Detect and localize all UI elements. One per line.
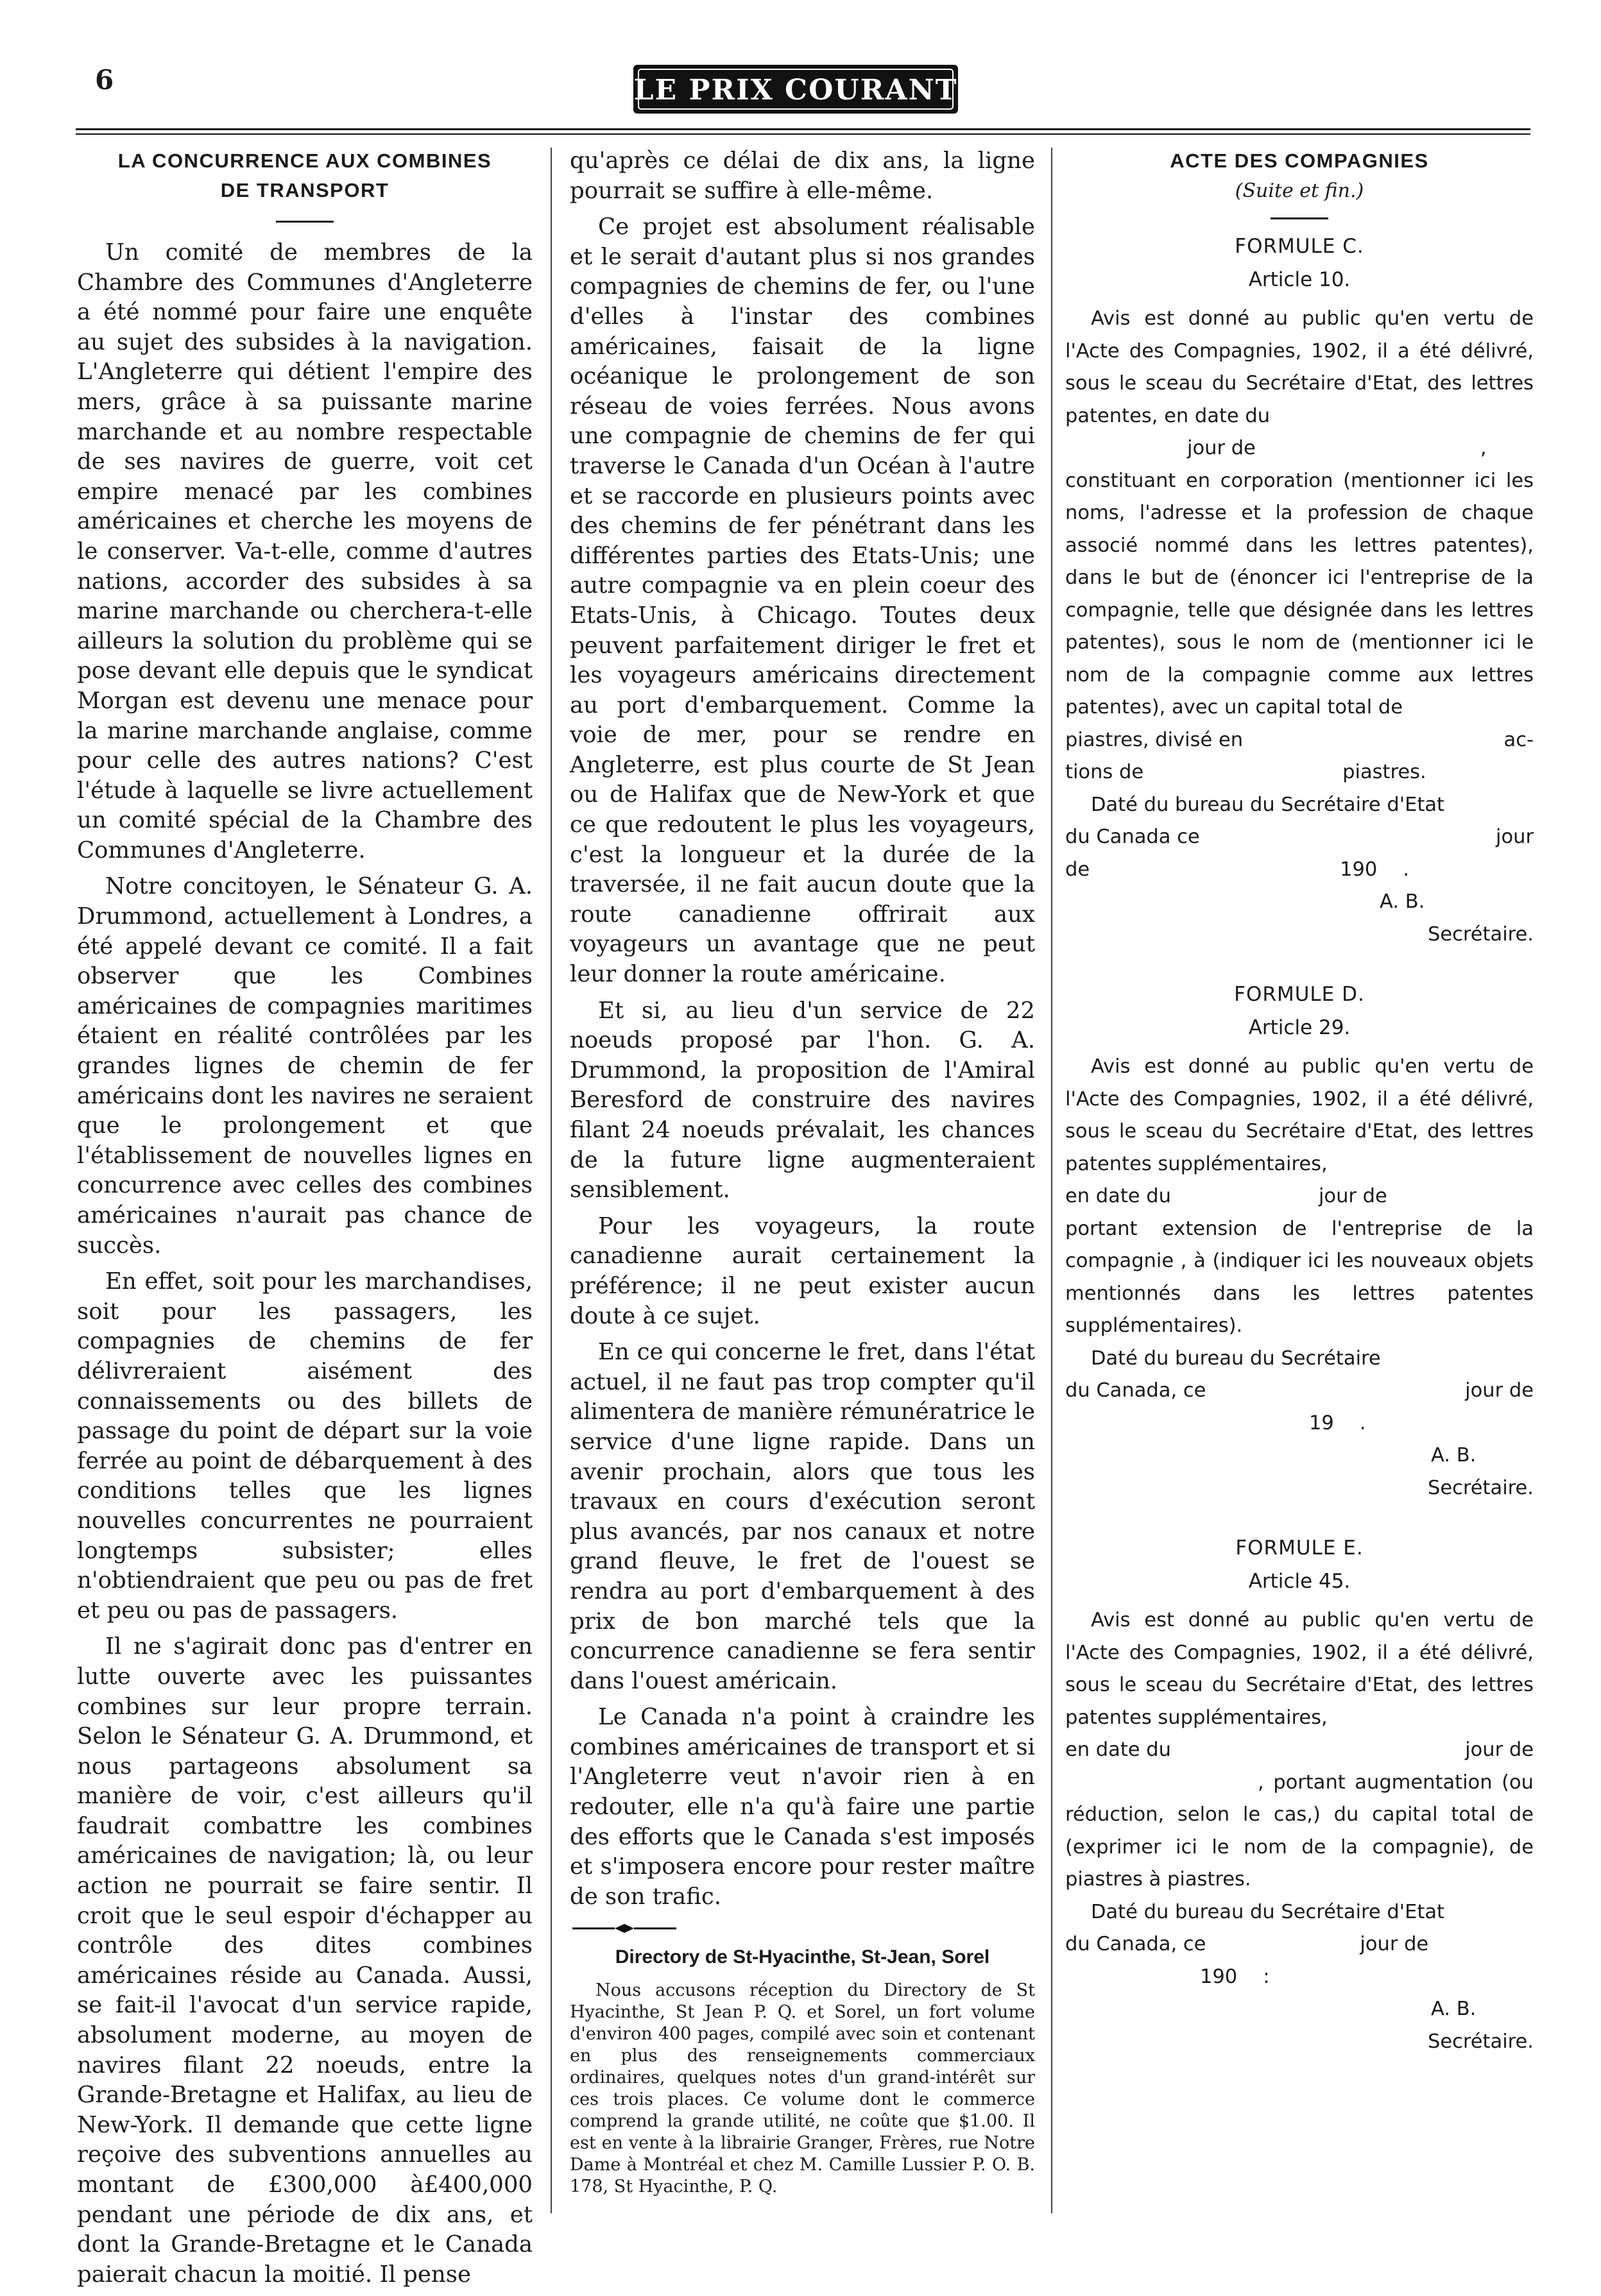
signature-initials: A. B.: [1380, 890, 1425, 913]
formule-e-date-line: [1065, 1734, 1534, 1767]
acte-subtitle: (Suite et fin.): [1235, 180, 1364, 202]
formule-c-dated-2: [1065, 821, 1534, 854]
formule-c-divided-line: [1065, 724, 1534, 757]
paragraph: Pour les voyageurs, la route canadienne aurait certainement la préférence; il ne peut exister aucun doute à ce sujet.: [570, 1212, 1035, 1329]
signature-title: Secrétaire.: [1428, 923, 1534, 946]
paragraph: Notre concitoyen, le Sénateur G. A. Drummond, actuellement à Londres, a été appelé devant ce comité. Il a fait observer que les Combines américaines de compagnies maritimes étaient en réalité contrôlées par les grandes lignes de chemin de fer américains dont les navires ne seraient que le prolongement et que l'établissement de nouvelles lignes en concurrence avec celles des combines américaines n'aurait pas chance de succès.: [77, 873, 533, 1259]
title-divider: [1271, 217, 1328, 219]
dated-canada: du Canada ce: [1065, 826, 1200, 848]
shares-fragment: ac-: [1503, 728, 1534, 751]
day-of-label: jour de: [1187, 437, 1256, 459]
year: 190: [1200, 1965, 1238, 1988]
formule-d-intro: Avis est donné au public qu'en vertu de l'Acte des Compagnies, 1902, il a été délivré, sous le sceau du Secrétaire d'Etat, des lettres patentes supplémentaires,: [1065, 1055, 1534, 1175]
formule-e-article: Article 45.: [1248, 1570, 1351, 1593]
formule-c-article: Article 10.: [1248, 268, 1351, 291]
acte-des-compagnies: [1065, 146, 1534, 2058]
formule-c-body: constituant en corporation (mentionner ici les noms, l'adresse et la profession de chaque associé nommé dans les lettres patentes), dans le but de (énoncer ici l'entreprise de la compagnie, telle que désignée dans les lettres patentes), sous le nom de (mentionner ici le nom de la compagnie comme aux lettres patentes), avec un capital total de: [1065, 469, 1534, 719]
paragraph: Il ne s'agirait donc pas d'entrer en lutte ouverte avec les puissantes combines sur leur propre terrain. Selon le Sénateur G. A. Drummond, et nous partageons absolument sa manière de voir, c'est ailleurs qu'il faudrait combattre les combines américaines de navigation; là, ou leur action ne pourrait se faire sentir. Il croit que le seul espoir d'échapper au contrôle des dites combines américaines réside au Canada. Aussi, se fait-il l'avocat d'un service rapide, absolument moderne, au moyen de navires filant 22 noeuds, entre la Grande-Bretagne et Halifax, au lieu de New-York. Il demande que cette ligne reçoive des subventions annuelles au montant de £300,000 à£400,000 pendant une période de dix ans, et dont la Grande-Bretagne et le Canada paierait chacun la moitié. Il pense: [77, 1633, 533, 2288]
column-divider: [551, 148, 552, 2213]
article-transport-combines: [77, 146, 533, 2296]
dot: .: [1403, 858, 1410, 881]
formule-e-intro: Avis est donné au public qu'en vertu de l'Acte des Compagnies, 1902, il a été délivré, sous le sceau du Secrétaire d'Etat, des lettres patentes supplémentaires,: [1065, 1609, 1534, 1729]
formule-e-title: FORMULE E.: [1235, 1536, 1364, 1560]
dated-canada: du Canada, ce: [1065, 1379, 1206, 1402]
formule-d-dated-2: [1065, 1375, 1534, 1407]
formule-d-dated-1: Daté du bureau du Secrétaire: [1091, 1347, 1381, 1370]
year: 19: [1309, 1411, 1334, 1434]
article-continuation: [570, 146, 1035, 2198]
formule-c-title: FORMULE C.: [1235, 235, 1364, 258]
formule-e-dated-2: [1065, 1928, 1534, 1961]
comma: ,: [1480, 437, 1487, 459]
article-title-line1: LA CONCURRENCE AUX COMBINES: [117, 149, 492, 172]
divided-label: piastres, divisé en: [1065, 728, 1244, 751]
formule-d-year: [1065, 1407, 1534, 1440]
column-divider: [1051, 148, 1052, 2213]
day-of-label: jour de: [1318, 1185, 1387, 1207]
formule-d-article: Article 29.: [1248, 1016, 1351, 1039]
dated-canada: du Canada, ce: [1065, 1933, 1206, 1955]
colon: :: [1263, 1965, 1270, 1988]
signature-initials: A. B.: [1431, 1444, 1477, 1467]
shares-label: tions de: [1065, 761, 1144, 783]
article-title-line2: DE TRANSPORT: [220, 179, 390, 201]
paragraph: Ce projet est absolument réalisable et le serait d'autant plus si nos grandes compagnies de chemins de fer, ou l'une d'elles à l'instar des combines américaines, faisait de la ligne océanique le prolongement de son réseau de voies ferrées. Nous avons une compagnie de chemins de fer qui traverse le Canada d'un Océan à l'autre et se raccorde en plusieurs points avec des chemins de fer pénétrant dans les différentes parties des Etats-Unis; une autre compagnie va en plein coeur des Etats-Unis, à Chicago. Toutes deux peuvent parfaitement diriger le fret et les voyageurs américains directement au port d'embarquement. Comme la voie de mer, pour se rendre en Angleterre, est plus courte de St Jean ou de Halifax que de New-York et que ce que redoutent le plus les voyageurs, c'est la longueur et la durée de la traversée, il ne fait aucun doute que la route canadienne offrirait aux voyageurs un avantage que ne peut leur donner la route américaine.: [570, 214, 1035, 988]
formule-d-body: portant extension de l'entreprise de la compagnie , à (indiquer ici les nouveaux objets mentionnés dans les lettres patentes supplémentaires).: [1065, 1217, 1534, 1337]
paragraph: En effet, soit pour les marchandises, soit pour les passagers, les compagnies de chemins de fer délivreraient aisément des connaissements ou des billets de passage du point de départ sur la voie ferrée au point de débarquement à des conditions telles que les lignes nouvelles concurrentes ne pourraient longtemps subsister; elles n'obtiendraient que peu ou pas de fret et peu ou pas de passagers.: [77, 1268, 533, 1624]
formule-c-shares-line: [1065, 756, 1534, 789]
formule-d-title: FORMULE D.: [1234, 983, 1365, 1006]
date-label: en date du: [1065, 1739, 1171, 1761]
masthead-text: LE PRIX COURANT: [633, 74, 958, 106]
dated-jour: jour de: [1465, 1379, 1534, 1402]
dot: .: [1359, 1411, 1366, 1434]
paragraph: En ce qui concerne le fret, dans l'état actuel, il ne faut pas trop compter qu'il alimentera de manière rémunératrice le service d'une ligne rapide. Dans un avenir prochain, alors que tous les travaux en cours d'exécution seront plus avancés, par nos canaux et notre grand fleuve, le fret de l'ouest se rendra au port d'embarquement à des prix de bon marché tels que la concurrence canadienne se fera sentir dans l'ouest américain.: [570, 1339, 1035, 1694]
signature-title: Secrétaire.: [1428, 2030, 1534, 2053]
header-rule: [76, 128, 1530, 130]
formule-e-body: , portant augmentation (ou réduction, selon le cas,) du capital total de (exprimer ici le nom de la compagnie), de piastres à piastres.: [1065, 1771, 1534, 1891]
formule-c-dated-1: Daté du bureau du Secrétaire d'Etat: [1091, 793, 1445, 816]
date-label: en date du: [1065, 1185, 1171, 1207]
paragraph: Le Canada n'a point à craindre les combines américaines de transport et si l'Angleterre veut n'avoir rien à en redouter, elle n'a qu'à faire une partie des efforts que le Canada s'est imposés et s'imposera encore pour rester maître de son trafic.: [570, 1704, 1035, 1910]
paragraph: Et si, au lieu d'un service de 22 noeuds proposé par l'hon. G. A. Drummond, la proposition de l'Amiral Beresford de construire des navires filant 24 noeuds prévalait, les chances de la future ligne augmenteraient sensiblement.: [570, 997, 1035, 1203]
acte-title: ACTE DES COMPAGNIES: [1170, 149, 1429, 172]
piastres-label: piastres.: [1342, 761, 1426, 783]
directory-heading: Directory de St-Hyacinthe, St-Jean, Sorel: [615, 1946, 990, 1968]
paragraph: qu'après ce délai de dix ans, la ligne pourrait se suffire à elle-même.: [570, 148, 1035, 204]
paragraph: Un comité de membres de la Chambre des Communes d'Angleterre a été nommé pour faire une enquête au sujet des subsides à la navigation. L'Angleterre qui détient l'empire des mers, grâce à sa puissante marine marchande et au nombre respectable de ses navires de guerre, voit cet empire menacé par les combines américaines et cherche les moyens de le conserver. Va-t-elle, comme d'autres nations, accorder des subsides à sa marine marchande ou cherchera-t-elle ailleurs la solution du problème qui se pose devant elle depuis que le syndicat Morgan est devenu une menace pour la marine marchande anglaise, comme pour celle des autres nations? C'est l'étude à laquelle se livre actuellement un comité spécial de la Chambre des Communes d'Angleterre.: [77, 239, 533, 863]
signature-initials: A. B.: [1431, 1998, 1477, 2020]
day-of-label: jour de: [1465, 1739, 1534, 1761]
dated-jour: jour: [1495, 826, 1534, 848]
title-divider: [276, 221, 334, 223]
formule-c-dated-3: [1065, 854, 1534, 887]
directory-notice: Nous accusons réception du Directory de St Hyacinthe, St Jean P. Q. et Sorel, un fort volume d'environ 400 pages, compilé avec soin et contenant en plus des renseignements commerciaux ordinaires, quelques notes d'un grand-intérêt sur ces trois places. Ce volume dont le commerce comprend la grande utilité, ne coûte que $1.00. Il est en vente à la librairie Granger, Frères, rue Notre Dame à Montréal et chez M. Camille Lussier P. O. B. 178, St Hyacinthe, P. Q.: [570, 1980, 1035, 2197]
formule-e-year: [1065, 1961, 1534, 1994]
masthead-logo: [632, 61, 959, 117]
dated-jour: jour de: [1360, 1933, 1429, 1955]
header-rule-thin: [76, 133, 1530, 135]
dated-de: de: [1065, 858, 1090, 881]
formule-c-intro: Avis est donné au public qu'en vertu de l'Acte des Compagnies, 1902, il a été délivré, sous le sceau du Secrétaire d'Etat, des lettres patentes, en date du: [1065, 307, 1534, 427]
ornament-divider: [570, 1922, 679, 1935]
formule-d-date-line: [1065, 1180, 1534, 1213]
year: 190: [1340, 858, 1378, 881]
signature-title: Secrétaire.: [1428, 1476, 1534, 1499]
formule-e-dated-1: Daté du bureau du Secrétaire d'Etat: [1091, 1900, 1445, 1923]
page-number: 6: [95, 64, 114, 96]
formule-c-day-line: [1065, 432, 1534, 465]
